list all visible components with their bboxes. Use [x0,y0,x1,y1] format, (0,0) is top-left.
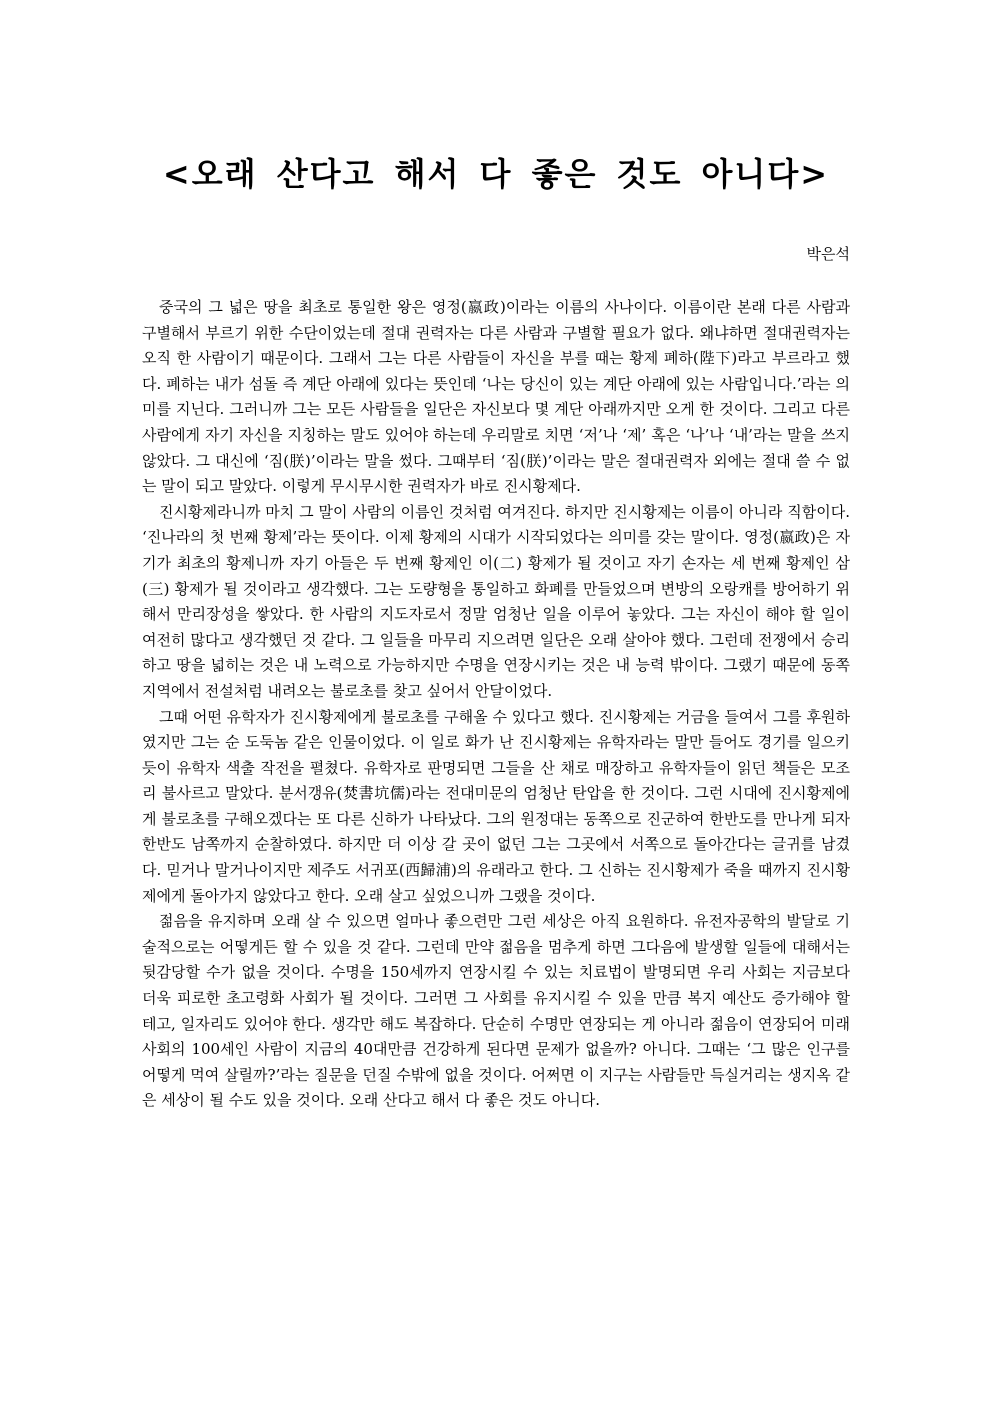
document-title: <오래 산다고 해서 다 좋은 것도 아니다> [162,155,830,193]
paragraph: 젊음을 유지하며 오래 살 수 있으면 얼마나 좋으련만 그런 세상은 아직 요원하다. 유전자공학의 발달로 기술적으로는 어떻게든 할 수 있을 것 같다. 그런데 만약 젊음을 멈추게 하면 그다음에 발생할 일들에 대해서는 뒷감당할 수가 없을 것이다. 수명을 150세까지 연장시킬 수 있는 치료법이 발명되면 우리 사회는 지금보다 더욱 피로한 초고령화 사회가 될 것이다. 그러면 그 사회를 유지시킬 수 있을 만큼 복지 예산도 증가해야 할 테고, 일자리도 있어야 한다. 생각만 해도 복잡하다. 단순히 수명만 연장되는 게 아니라 젊음이 연장되어 미래사회의 100세인 사람이 지금의 40대만큼 건강하게 된다면 문제가 없을까? 아니다. 그때는 ‘그 많은 인구를 어떻게 먹여 살릴까?’라는 질문을 던질 수밖에 없을 것이다. 어쩌면 이 지구는 사람들만 득실거리는 생지옥 같은 세상이 될 수도 있을 것이다. 오래 산다고 해서 다 좋은 것도 아니다. [142,912,850,1110]
author-name: 박은석 [806,245,850,263]
document-body [142,295,850,1114]
paragraph: 진시황제라니까 마치 그 말이 사람의 이름인 것처럼 여겨진다. 하지만 진시황제는 이름이 아니라 직함이다. ‘진나라의 첫 번째 황제’라는 뜻이다. 이제 황제의 시대가 시작되었다는 의미를 갖는 말이다. 영정(嬴政)은 자기가 최초의 황제니까 자기 아들은 두 번째 황제인 이(二) 황제가 될 것이고 자기 손자는 세 번째 황제인 삼(三) 황제가 될 것이라고 생각했다. 그는 도량형을 통일하고 화폐를 만들었으며 변방의 오랑캐를 방어하기 위해서 만리장성을 쌓았다. 한 사람의 지도자로서 정말 엄청난 일을 이루어 놓았다. 그는 자신이 해야 할 일이 여전히 많다고 생각했던 것 같다. 그 일들을 마무리 지으려면 일단은 오래 살아야 했다. 그런데 전쟁에서 승리하고 땅을 넓히는 것은 내 노력으로 가능하지만 수명을 연장시키는 것은 내 능력 밖이다. 그랬기 때문에 동쪽 지역에서 전설처럼 내려오는 불로초를 찾고 싶어서 안달이었다. [142,502,850,700]
paragraph: 그때 어떤 유학자가 진시황제에게 불로초를 구해올 수 있다고 했다. 진시황제는 거금을 들여서 그를 후원하였지만 그는 순 도둑놈 같은 인물이었다. 이 일로 화가 난 진시황제는 유학자라는 말만 들어도 경기를 일으키듯이 유학자 색출 작전을 펼쳤다. 유학자로 판명되면 그들을 산 채로 매장하고 유학자들이 읽던 책들은 모조리 불사르고 말았다. 분서갱유(焚書坑儒)라는 전대미문의 엄청난 탄압을 한 것이다. 그런 시대에 진시황제에게 불로초를 구해오겠다는 또 다른 신하가 나타났다. 그의 원정대는 동쪽으로 진군하여 한반도를 만나게 되자 한반도 남쪽까지 순찰하였다. 하지만 더 이상 갈 곳이 없던 그는 그곳에서 서쪽으로 돌아간다는 글귀를 남겼다. 믿거나 말거나이지만 제주도 서귀포(西歸浦)의 유래라고 한다. 그 신하는 진시황제가 죽을 때까지 진시황제에게 돌아가지 않았다고 한다. 오래 살고 싶었으니까 그랬을 것이다. [142,707,850,905]
paragraph: 중국의 그 넓은 땅을 최초로 통일한 왕은 영정(嬴政)이라는 이름의 사나이다. 이름이란 본래 다른 사람과 구별해서 부르기 위한 수단이었는데 절대 권력자는 다른 사람과 구별할 필요가 없다. 왜냐하면 절대권력자는 오직 한 사람이기 때문이다. 그래서 그는 다른 사람들이 자신을 부를 때는 황제 폐하(陛下)라고 부르라고 했다. 폐하는 내가 섬돌 즉 계단 아래에 있다는 뜻인데 ‘나는 당신이 있는 계단 아래에 있는 사람입니다.’라는 의미를 지닌다. 그러니까 그는 모든 사람들을 일단은 자신보다 몇 계단 아래까지만 오게 한 것이다. 그리고 다른 사람에게 자기 자신을 지칭하는 말도 있어야 하는데 우리말로 치면 ‘저’나 ‘제’ 혹은 ‘나’나 ‘내’라는 말을 쓰지 않았다. 그 대신에 ‘짐(朕)’이라는 말을 썼다. 그때부터 ‘짐(朕)’이라는 말은 절대권력자 외에는 절대 쓸 수 없는 말이 되고 말았다. 이렇게 무시무시한 권력자가 바로 진시황제다. [142,298,850,496]
